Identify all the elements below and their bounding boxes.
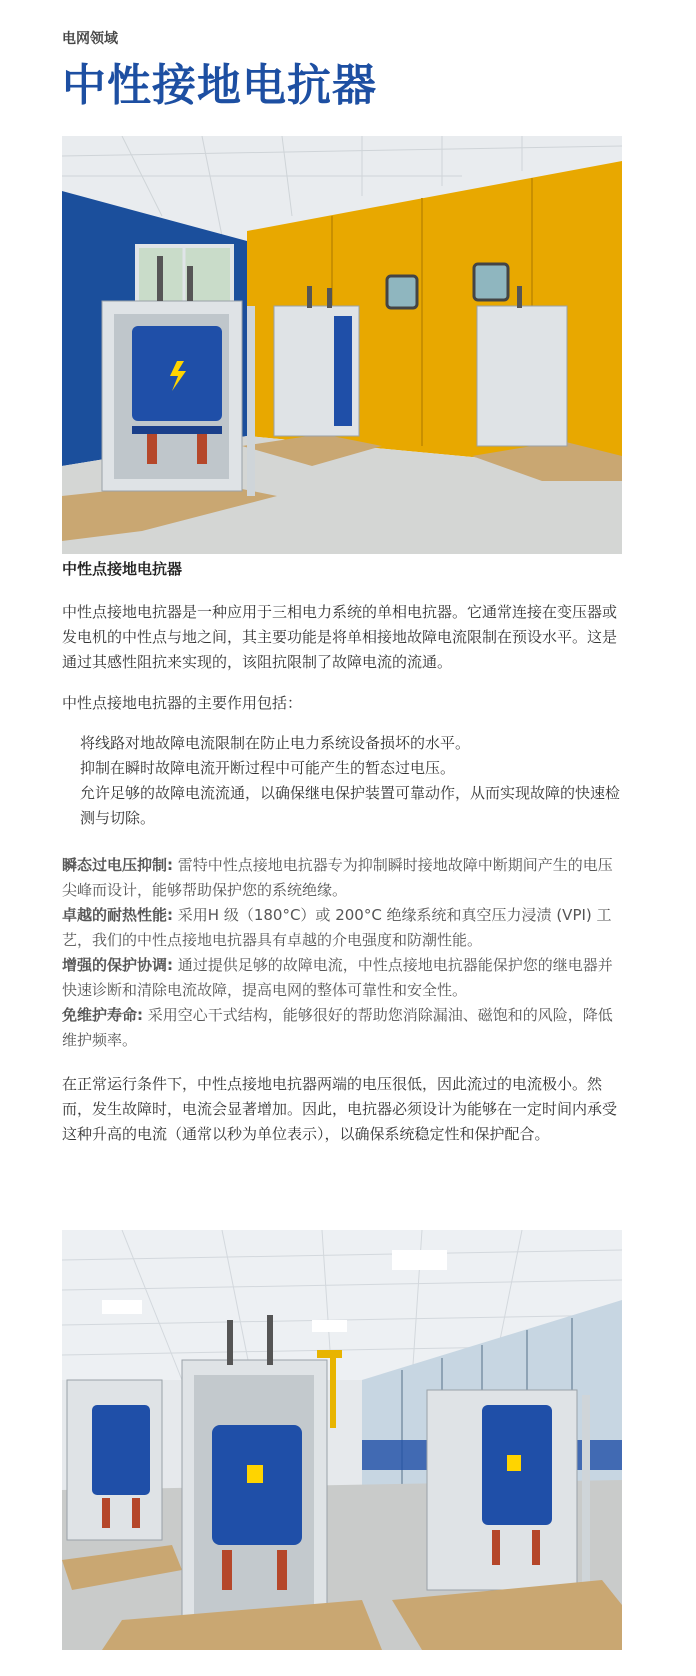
page-title: 中性接地电抗器 [62,60,377,111]
photo-reactors-workshop-icon [62,1230,622,1650]
photo-reactors-yellow-wall-icon [62,136,622,554]
features-list [62,853,622,1053]
feature-label: 免维护寿命: [62,1006,143,1024]
image-caption: 中性点接地电抗器 [62,560,183,578]
list-item: 将线路对地故障电流限制在防止电力系统设备损坏的水平。 [80,734,471,752]
feature-item [62,853,622,903]
feature-label: 瞬态过电压抑制: [62,856,173,874]
feature-text: 采用H 级（180°C）或 200°C 绝缘系统和真空压力浸渍 (VPI) 工艺，我们的中性点接地电抗器具有卓越的介电强度和防潮性能。 [62,906,612,949]
feature-text: 通过提供足够的故障电流，中性点接地电抗器能保护您的继电器并快速诊断和清除电流故障，提高电网的整体可靠性和安全性。 [62,956,613,999]
breadcrumb[interactable]: 电网领域 [62,31,118,47]
feature-item [62,903,622,953]
feature-text: 雷特中性点接地电抗器专为抑制瞬时接地故障中断期间产生的电压尖峰而设计，能够帮助保护您的系统绝缘。 [62,856,613,899]
closing-paragraph: 在正常运行条件下，中性点接地电抗器两端的电压很低，因此流过的电流极小。然而，发生故障时，电流会显著增加。因此，电抗器必须设计为能够在一定时间内承受这种升高的电流（通常以秒为单位表示），以确保系统稳定性和保护配合。 [62,1075,618,1143]
feature-label: 增强的保护协调: [62,956,173,974]
feature-label: 卓越的耐热性能: [62,906,173,924]
product-photo-2 [62,1230,622,1650]
product-photo-1 [62,136,622,554]
feature-item [62,953,622,1003]
functions-heading: 中性点接地电抗器的主要作用包括： [62,694,303,712]
list-item: 抑制在瞬时故障电流开断过程中可能产生的暂态过电压。 [80,759,456,777]
feature-text: 采用空心干式结构，能够很好的帮助您消除漏油、磁饱和的风险，降低维护频率。 [62,1006,613,1049]
intro-paragraph: 中性点接地电抗器是一种应用于三相电力系统的单相电抗器。它通常连接在变压器或发电机的中性点与地之间，其主要功能是将单相接地故障电流限制在预设水平。这是通过其感性阻抗来实现的，该阻抗限制了故障电流的流通。 [62,603,618,671]
list-item: 允许足够的故障电流流通，以确保继电保护装置可靠动作，从而实现故障的快速检测与切除。 [80,784,621,827]
feature-item [62,1003,622,1053]
functions-list [80,731,620,831]
